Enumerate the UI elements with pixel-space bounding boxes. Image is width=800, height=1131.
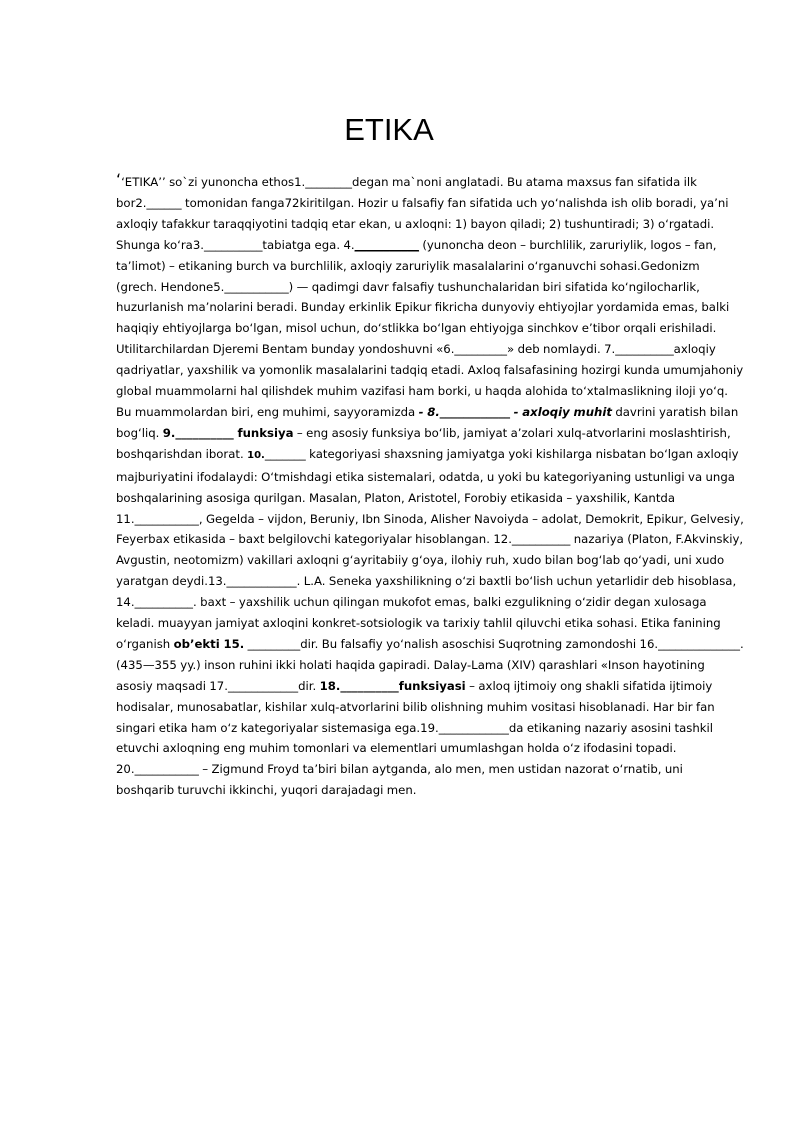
text-run: ‘ bbox=[116, 170, 122, 189]
text-run: (yunoncha deon – burchlilik, zaruriylik, logos – fan, ta’limot) – etikaning burch va burchlilik, axloqiy zaruriylik masalalarini o‘rganuvchi sohasi.Gedonizm (grech. Hendone5.___________) — qadimgi davr falsafiy tushunchalaridan biri sifatida ko‘ngilocharlik, huzurlanish ma’nolarini beradi. Bunday erkinlik Epikur fikricha dunyoviy ehtiyojlar yordamida emas, balki haqiqiy ehtiyojlarga bo‘lgan, misol uchun, do‘stlikka bo‘lgan ehtiyojga sinchkov e’tibor orqali erishiladi. Utilitarchilardan Djeremi Bentam bunday yondoshuvni «6._________» deb nomlaydi. 7.__________axloqiy qadriyatlar, yaxshilik va yomonlik masalalarini tadqiq etadi. Axloq falsafasining hozirgi kunda umumjahoniy global muammolarni hal qilishdek muhim vazifasi ham borki, u haqda alohida to‘xtalmaslikning iloji yo‘q. Bu muammolardan biri, eng muhimi, sayyoramizda bbox=[116, 237, 744, 419]
page-title: ETIKA bbox=[344, 112, 434, 147]
text-run: – axloq ijtimoiy ong shakli sifatida ijtimoiy hodisalar, munosabatlar, kishilar xulq-atvorlarini bilib olishning muhim vositasi hisoblanadi. Har bir fan singari etika ham o‘z kategoriyalar sistemasiga ega.19.____________da etikaning nazariy asosini tashkil etuvchi axloqning eng muhim tomonlari va elementlari umumlashgan holda o‘z ifodasini topadi. 20.___________ – Zigmund Froyd ta’biri bilan aytganda, alo men, men ustidan nazorat o‘rnatib, uni boshqarib turuvchi ikkinchi, yuqori darajadagi men. bbox=[116, 678, 715, 798]
text-run: ob’ekti 15. bbox=[173, 636, 245, 651]
text-run: ‘ETIKA’’ so`zi yunoncha ethos1.________degan ma`noni anglatadi. Bu atama maxsus fan sifatida ilk bor2.______ tomonidan fanga72kiritilgan. Hozir u falsafiy fan sifatida uch yo‘nalishda ish olib boradi, ya’ni axloqiy tafakkur taraqqiyotini tadqiq etar ekan, u axloqni: 1) bayon qiladi; 2) tushuntiradi; 3) o‘rgatadi. Shunga ko‘ra3.__________tabiatga ega. 4. bbox=[116, 175, 729, 252]
text-run: davrini yaratish bilan bog‘liq. bbox=[116, 404, 739, 440]
text-run: 9.__________ funksiya bbox=[162, 425, 294, 440]
text-run: 10. bbox=[247, 449, 265, 461]
body-paragraph bbox=[116, 170, 744, 801]
text-run: ___________ bbox=[354, 237, 419, 252]
text-run: _______ kategoriyasi shaxsning jamiyatga yoki kishilarga nisbatan bo‘lgan axloqiy majburiyatini ifodalaydi: O‘tmishdagi etika sistemalari, odatda, u yoki bu kategoriyaning ustunligi va unga boshqalarining asosiga qurilgan. Masalan, Platon, Aristotel, Forobiy etikasida – yaxshilik, Kantda 11.___________, Gegelda – vijdon, Beruniy, Ibn Sinoda, Alisher Navoiyda – adolat, Demokrit, Epikur, Gelvesiy, Feyerbax etikasida – baxt belgilovchi kategoriyalar hisoblangan. 12.__________ nazariya (Platon, F.Akvinskiy, Avgustin, neotomizm) vakillari axloqni g‘ayritabiiy g‘oya, ilohiy ruh, xudo bilan bog‘lab qo‘yadi, uni xudo yaratgan deydi.13.____________. L.A. Seneka yaxshilikning o‘zi baxtli bo‘lish uchun yetarlidir deb hisoblasa, 14.__________. baxt – yaxshilik uchun qilingan mukofot emas, balki ezgulikning o‘zidir degan xulosaga keladi. muayyan jamiyat axloqini konkret-sotsiologik va tarixiy tahlil qiluvchi etika sohasi. Etika fanining o‘rganish bbox=[116, 446, 744, 651]
text-run: _________dir. Bu falsafiy yo‘nalish asoschisi Suqrotning zamondoshi 16.______________.(435—355 yy.) inson ruhini ikki holati haqida gapiradi. Dalay-Lama (XIV) qarashlari «Inson hayotining asosiy maqsadi 17.____________dir. bbox=[116, 636, 744, 693]
text-run: 18.__________funksiyasi bbox=[319, 678, 466, 693]
text-run: – eng asosiy funksiya bo‘lib, jamiyat a’zolari xulq-atvorlarini moslashtirish, boshqarishdan iborat. bbox=[116, 425, 731, 461]
text-run: - 8.____________ - axloqiy muhit bbox=[418, 404, 612, 419]
